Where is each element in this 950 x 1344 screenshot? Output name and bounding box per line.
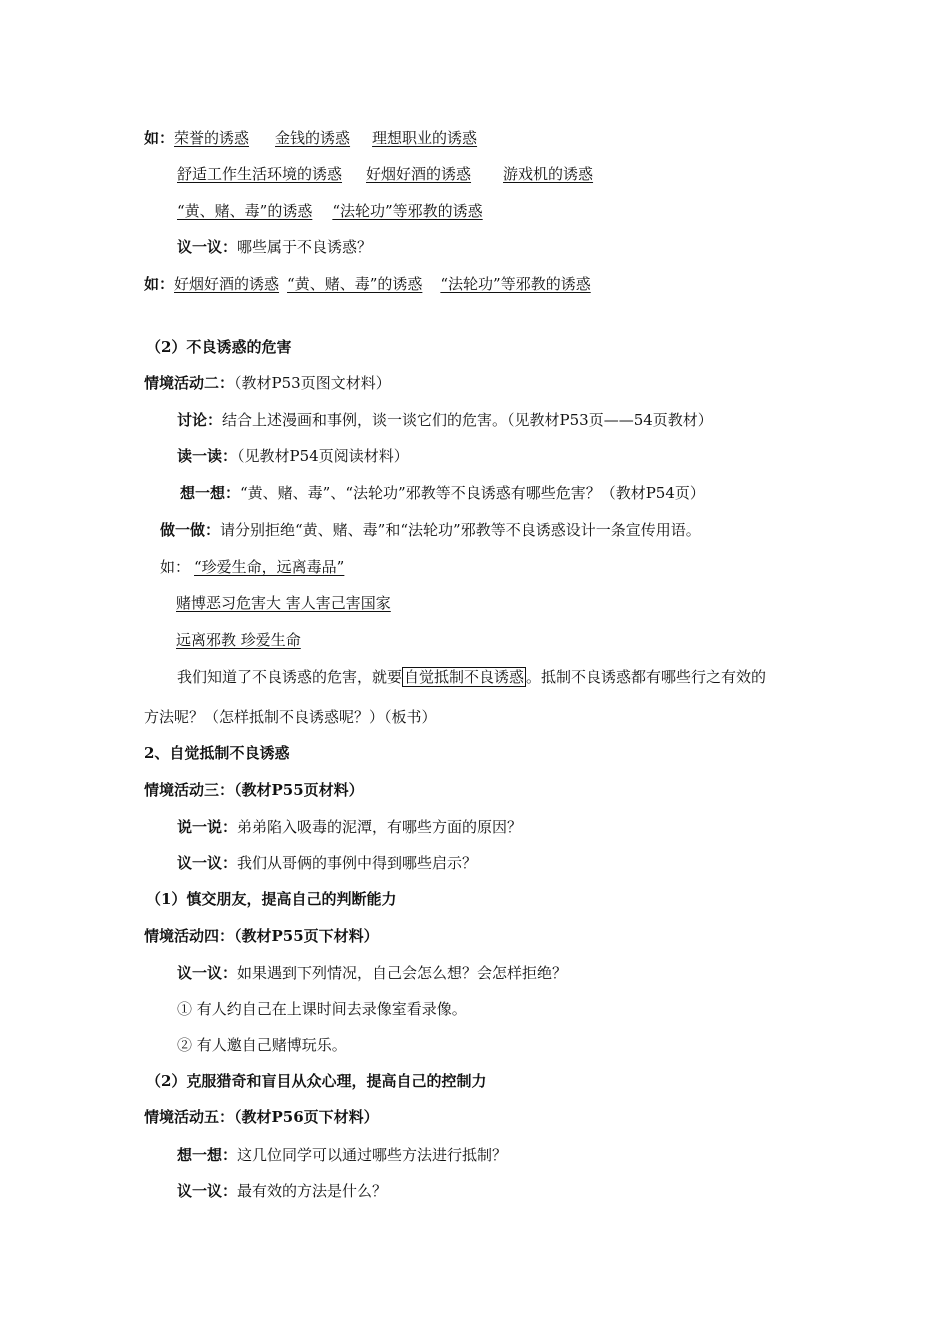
slogan-line-1 [160,557,402,577]
read-label: 读一读： [177,447,238,465]
paragraph-line-2: 方法呢？（怎样抵制不良诱惑呢？）（板书） [144,708,437,726]
examples-line-1 [144,128,483,148]
subheading-curiosity: （2）克服猎奇和盲目从众心理，提高自己的控制力 [146,1072,487,1090]
do-text: 请分别拒绝“黄、赌、毒”和“法轮功”邪教等不良诱惑设计一条宣传用语。 [220,521,701,539]
activity-4 [144,926,379,946]
discuss-text: 我们从哥俩的事例中得到哪些启示？ [237,854,478,872]
slogan-line-2 [172,593,395,613]
activity-label: 情境活动五： [144,1108,235,1126]
answer-item: 好烟好酒的诱惑 [174,275,280,293]
do-label: 做一做： [160,521,221,539]
activity-text: （教材P55页材料） [234,781,364,799]
paragraph-text: 我们知道了不良诱惑的危害，就要 [177,668,403,686]
example-lead: 如： [144,129,175,147]
activity-label: 情境活动二： [144,374,235,392]
activity-label: 情境活动三： [144,781,235,799]
read-line [177,446,409,466]
paragraph-text: 。抵制不良诱惑都有哪些行之有效的 [526,668,767,686]
think-text: 这几位同学可以通过哪些方法进行抵制？ [237,1146,508,1164]
think-text: “黄、赌、毒”、“法轮功”邪教等不良诱惑有哪些危害？（教材P54页） [240,484,705,502]
example-item: “黄、赌、毒”的诱惑 “法轮功”等邪教的诱惑 [177,202,483,220]
say-line [177,817,522,837]
say-label: 说一说： [177,818,238,836]
activity-5 [144,1107,379,1127]
answer-item: “黄、赌、毒”的诱惑 [287,275,423,293]
slogan-item: 赌博恶习危害大 害人害己害国家 [176,594,391,612]
discuss-label: 议一议： [177,1182,238,1200]
discuss-text: 最有效的方法是什么？ [237,1182,388,1200]
activity-2 [144,373,391,393]
examples-line-3 [177,201,483,221]
answer-line [144,274,591,294]
example-item: 舒适工作生活环境的诱惑 好烟好酒的诱惑 游戏机的诱惑 [177,165,594,183]
slogan-item: 远离邪教 珍爱生命 [176,631,301,649]
discuss-text: 哪些属于不良诱惑？ [237,238,373,256]
think-label: 想一想： [180,484,241,502]
section-heading-resist: 2、自觉抵制不良诱惑 [144,744,290,762]
talk-text: 结合上述漫画和事例，谈一谈它们的危害。（见教材P53页——54页教材） [222,411,713,429]
paragraph-line-1 [177,667,766,687]
example-item: 荣誉的诱惑 金钱的诱惑 理想职业的诱惑 [174,129,478,147]
answer-lead: 如： [144,275,175,293]
activity-label: 情境活动四： [144,927,235,945]
say-text: 弟弟陷入吸毒的泥潭，有哪些方面的原因？ [237,818,523,836]
activity-text: （教材P55页下材料） [234,927,379,945]
case-item-2: ② 有人邀自己赌博玩乐。 [177,1036,347,1054]
talk-line [177,410,713,430]
discuss-label: 议一议： [177,964,238,982]
discuss-line-2 [177,853,477,873]
slogan-lead: 如： [160,558,191,576]
do-line [160,520,701,540]
discuss-line-1 [177,237,372,257]
discuss-label: 议一议： [177,854,238,872]
read-text: （见教材P54页阅读材料） [237,447,409,465]
discuss-line-4 [177,1181,387,1201]
case-item-1: ① 有人约自己在上课时间去录像室看录像。 [177,1000,467,1018]
discuss-text: 如果遇到下列情况，自己会怎么想？会怎样拒绝？ [237,964,568,982]
think-line-1 [180,483,705,503]
activity-text: （教材P56页下材料） [234,1108,379,1126]
subheading-friends: （1）慎交朋友，提高自己的判断能力 [146,890,397,908]
examples-line-2 [177,164,593,184]
section-heading-harm: （2）不良诱惑的危害 [146,338,292,356]
discuss-label: 议一议： [177,238,238,256]
slogan-item: “珍爱生命，远离毒品” [194,558,345,576]
think-label: 想一想： [177,1146,238,1164]
answer-item: “法轮功”等邪教的诱惑 [440,275,591,293]
talk-label: 讨论： [177,411,223,429]
activity-text: （教材P53页图文材料） [234,374,391,392]
activity-3 [144,780,364,800]
discuss-line-3 [177,963,567,983]
slogan-line-3 [172,630,365,650]
think-line-2 [177,1145,507,1165]
boxed-board-text: 自觉抵制不良诱惑 [404,668,525,686]
